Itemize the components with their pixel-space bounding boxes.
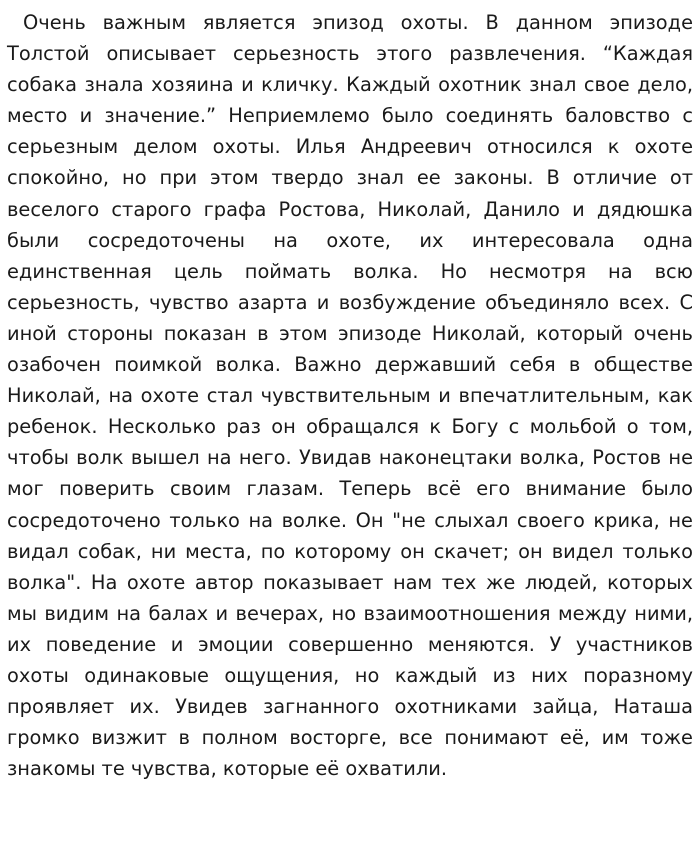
- essay-paragraph: Очень важным является эпизод охоты. В данном эпизоде Толстой описывает серьезность этого развлечения. “Каждая собака знала хозяина и кличку. Каждый охотник знал свое дело, место и значение.” Неприемлемо было соединять баловство с серьезным делом охоты. Илья Андреевич относился к охоте спокойно, но при этом твердо знал ее законы. В отличие от веселого старого графа Ростова, Николай, Данило и дядюшка были сосредоточены на охоте, их интересовала одна единственная цель поймать волка. Но несмотря на всю серьезность, чувство азарта и возбуждение объединяло всех. С иной стороны показан в этом эпизоде Николай, который очень озабочен поимкой волка. Важно державший себя в обществе Николай, на охоте стал чувствительным и впечатлительным, как ребенок. Несколько раз он обращался к Богу с мольбой о том, чтобы волк вышел на него. Увидав наконецтаки волка, Ростов не мог поверить своим глазам. Теперь всё его внимание было сосредоточено только на волке. Он "не слыхал своего крика, не видал собак, ни места, по которому он скачет; он видел только волка". На охоте автор показывает нам тех же людей, которых мы видим на балах и вечерах, но взаимоотношения между ними, их поведение и эмоции совершенно меняются. У участников охоты одинаковые ощущения, но каждый из них поразному проявляет их. Увидев загнанного охотниками зайца, Наташа громко визжит в полном восторге, все понимают её, им тоже знакомы те чувства, которые её охватили.: [7, 11, 693, 781]
